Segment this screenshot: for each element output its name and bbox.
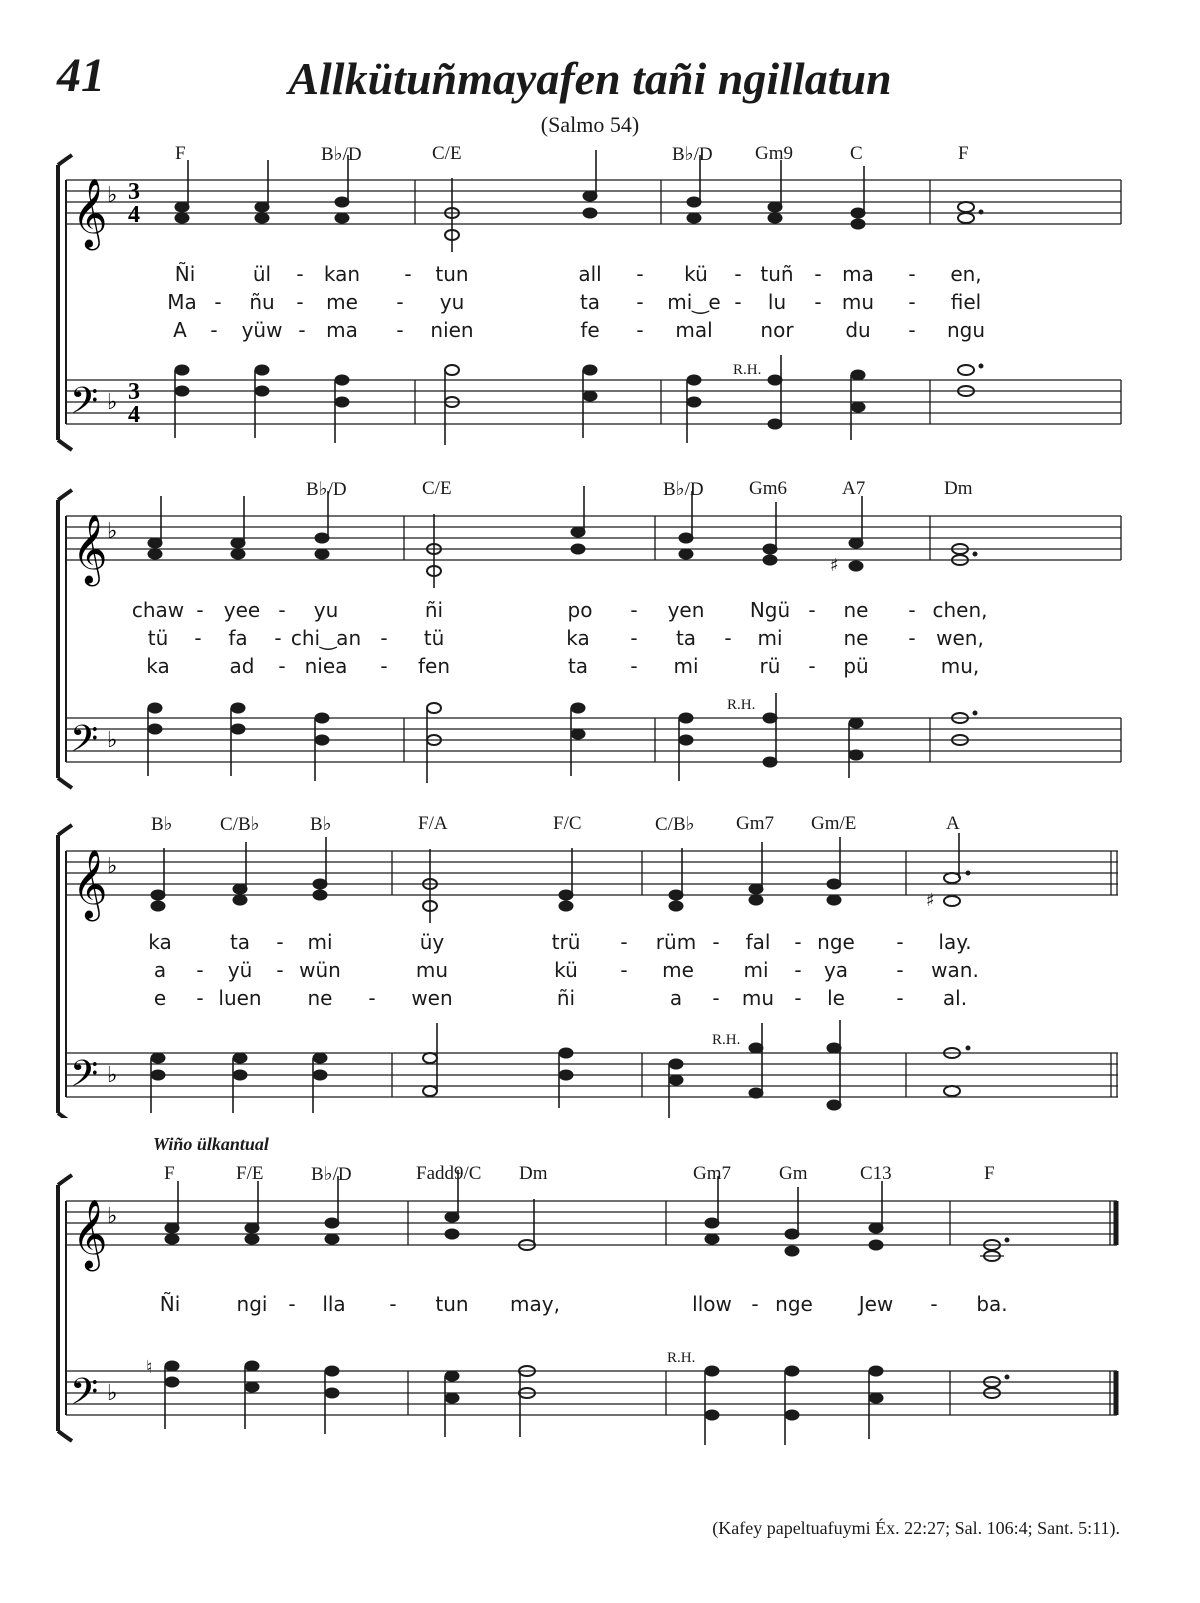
lyric-syllable: tun — [435, 262, 469, 286]
lyric-syllable: Ñi — [174, 262, 196, 286]
svg-text:4: 4 — [128, 402, 140, 428]
chord-symbol: B♭/D — [672, 144, 713, 165]
lyric-syllable: e — [153, 986, 167, 1010]
lyric-syllable: - — [196, 986, 204, 1010]
lyric-syllable: - — [751, 1292, 759, 1316]
lyric-syllable: - — [896, 930, 904, 954]
grand-staff-3 — [0, 808, 1200, 1118]
lyric-syllable: - — [636, 290, 644, 314]
time-sig-top: 3 — [128, 179, 140, 205]
lyric-syllable: - — [896, 986, 904, 1010]
lyric-syllable: may, — [510, 1292, 560, 1316]
lyric-syllable: Ñi — [159, 1292, 181, 1316]
hymn-number: 41 — [57, 49, 105, 102]
lyric-syllable: chaw — [131, 598, 185, 622]
lyric-syllable: - — [210, 318, 218, 342]
lyric-syllable: ne — [307, 986, 333, 1010]
chord-symbol: Gm — [779, 1163, 808, 1184]
lyric-syllable: - — [196, 958, 204, 982]
lyric-syllable: al. — [942, 986, 968, 1010]
lyric-syllable: all — [578, 262, 602, 286]
lyric-syllable: le — [827, 986, 845, 1010]
lyric-syllable: - — [278, 598, 286, 622]
svg-text:𝄢: 𝄢 — [70, 380, 99, 431]
lyric-syllable: - — [276, 930, 284, 954]
svg-text:𝄞: 𝄞 — [72, 1199, 108, 1269]
chord-symbol: B♭ — [310, 814, 332, 835]
chord-symbol: Gm/E — [811, 813, 857, 834]
lyric-syllable: - — [620, 958, 628, 982]
lyric-syllable: - — [630, 626, 638, 650]
chord-symbol: Gm6 — [749, 478, 787, 499]
lyric-syllable: mi — [307, 930, 333, 954]
chord-symbol: B♭/D — [306, 479, 347, 500]
lyric-syllable: - — [380, 654, 388, 678]
lyric-syllable: - — [214, 290, 222, 314]
lyric-syllable: ñi — [424, 598, 444, 622]
lyric-syllable: ta — [229, 930, 251, 954]
lyric-syllable: kü — [554, 958, 578, 982]
lyric-syllable: a — [153, 958, 167, 982]
chord-symbol: F — [958, 143, 969, 164]
lyric-syllable: tun — [435, 1292, 469, 1316]
svg-text:♭: ♭ — [107, 1381, 118, 1406]
lyric-syllable: fal — [745, 930, 771, 954]
right-hand-marking: R.H. — [667, 1350, 696, 1366]
lyric-syllable: rüm — [655, 930, 697, 954]
lyric-syllable: me — [662, 958, 694, 982]
lyric-syllable: Ma — [167, 290, 197, 314]
lyric-syllable: nge — [775, 1292, 813, 1316]
chord-symbol: F/E — [236, 1163, 264, 1184]
lyric-syllable: chi‿an — [290, 626, 362, 650]
lyric-syllable: kü — [684, 262, 708, 286]
svg-text:𝄢: 𝄢 — [70, 718, 99, 769]
svg-text:♯: ♯ — [926, 890, 935, 911]
svg-text:♭: ♭ — [107, 183, 118, 208]
lyric-syllable: - — [620, 930, 628, 954]
lyric-syllable: yu — [313, 598, 339, 622]
lyric-syllable: ñu — [249, 290, 275, 314]
chord-symbol: B♭/D — [663, 479, 704, 500]
lyric-syllable: niea — [304, 654, 348, 678]
lyric-syllable: - — [908, 626, 916, 650]
lyric-syllable: yüw — [241, 318, 283, 342]
chord-symbol: F — [984, 1163, 995, 1184]
lyric-syllable: nien — [430, 318, 474, 342]
svg-text:♯: ♯ — [830, 555, 839, 576]
svg-text:𝄢: 𝄢 — [70, 1371, 99, 1422]
lyric-syllable: lay. — [938, 930, 972, 954]
lyric-syllable: nge — [817, 930, 855, 954]
chord-symbol: B♭/D — [311, 1164, 352, 1185]
lyric-syllable: tuñ — [760, 262, 794, 286]
lyric-syllable: - — [296, 262, 304, 286]
lyric-syllable: mal — [675, 318, 713, 342]
lyric-syllable: a — [669, 986, 683, 1010]
chord-symbol: Dm — [519, 1163, 548, 1184]
lyric-syllable: llow — [692, 1292, 732, 1316]
svg-text:𝄞: 𝄞 — [72, 514, 108, 584]
lyric-syllable: ka — [146, 654, 170, 678]
lyric-syllable: trü — [551, 930, 581, 954]
lyric-syllable: mi — [673, 654, 699, 678]
lyric-syllable: Jew — [858, 1292, 894, 1316]
lyric-syllable: tü — [147, 626, 169, 650]
right-hand-marking: R.H. — [733, 362, 762, 378]
lyric-syllable: - — [814, 262, 822, 286]
lyric-syllable: tü — [423, 626, 445, 650]
svg-text:3: 3 — [128, 379, 140, 405]
lyric-syllable: - — [814, 290, 822, 314]
chord-symbol: C/E — [422, 478, 452, 499]
lyric-syllable: - — [194, 626, 202, 650]
lyric-syllable: wan. — [931, 958, 979, 982]
chord-symbol: Fadd9/C — [416, 1163, 482, 1184]
lyric-syllable: kan — [323, 262, 361, 286]
lyric-syllable: rü — [759, 654, 781, 678]
svg-text:♭: ♭ — [107, 728, 118, 753]
lyric-syllable: A — [173, 318, 187, 342]
lyric-syllable: - — [630, 598, 638, 622]
lyric-syllable: - — [734, 290, 742, 314]
lyric-syllable: ad — [229, 654, 255, 678]
lyric-syllable: yu — [439, 290, 465, 314]
lyric-syllable: - — [808, 598, 816, 622]
chord-symbol: A — [946, 813, 960, 834]
chord-symbol: Dm — [944, 478, 973, 499]
chord-symbol: F — [175, 143, 186, 164]
lyric-syllable: ta — [567, 654, 589, 678]
lyric-syllable: - — [794, 958, 802, 982]
lyric-syllable: yü — [227, 958, 253, 982]
lyric-syllable: - — [636, 318, 644, 342]
chord-symbol: Gm7 — [693, 1163, 731, 1184]
tempo-marking: Wiño ülkantual — [153, 1134, 269, 1154]
lyric-syllable: me — [326, 290, 358, 314]
lyric-syllable: Ngü — [749, 598, 791, 622]
lyric-syllable: fe — [580, 318, 600, 342]
chord-symbol: Gm7 — [736, 813, 774, 834]
lyric-syllable: - — [794, 930, 802, 954]
lyric-syllable: po — [567, 598, 593, 622]
right-hand-marking: R.H. — [712, 1032, 741, 1048]
lyric-syllable: - — [724, 626, 732, 650]
lyric-syllable: ta — [675, 626, 697, 650]
lyric-syllable: ka — [148, 930, 172, 954]
chord-symbol: C/B♭ — [655, 814, 695, 835]
lyric-syllable: - — [296, 290, 304, 314]
lyric-syllable: lu — [767, 290, 787, 314]
svg-text:♭: ♭ — [107, 1063, 118, 1088]
lyric-syllable: - — [908, 598, 916, 622]
lyric-syllable: - — [896, 958, 904, 982]
lyric-syllable: - — [298, 318, 306, 342]
lyric-syllable: ba. — [976, 1292, 1008, 1316]
lyric-syllable: fa — [228, 626, 248, 650]
lyric-syllable: - — [908, 290, 916, 314]
chord-symbol: F/A — [418, 813, 448, 834]
lyric-syllable: - — [396, 290, 404, 314]
lyric-syllable: - — [930, 1292, 938, 1316]
svg-text:𝄞: 𝄞 — [72, 849, 108, 919]
lyric-syllable: - — [636, 262, 644, 286]
lyric-syllable: - — [808, 654, 816, 678]
lyric-syllable: mu — [741, 986, 775, 1010]
lyric-syllable: - — [794, 986, 802, 1010]
lyric-syllable: mi‿e — [667, 290, 721, 314]
svg-text:♮: ♮ — [146, 1357, 153, 1378]
lyric-syllable: - — [908, 262, 916, 286]
lyric-syllable: yee — [223, 598, 261, 622]
lyric-syllable: - — [404, 262, 412, 286]
chord-symbol: B♭ — [151, 814, 173, 835]
lyric-syllable: ta — [579, 290, 601, 314]
chord-symbol: C/B♭ — [220, 814, 260, 835]
lyric-syllable: nor — [760, 318, 794, 342]
lyric-syllable: - — [712, 986, 720, 1010]
lyric-syllable: ka — [566, 626, 590, 650]
lyric-syllable: wen — [411, 986, 453, 1010]
lyric-syllable: - — [908, 318, 916, 342]
svg-text:𝄢: 𝄢 — [70, 1053, 99, 1104]
chord-symbol: F — [164, 1163, 175, 1184]
lyric-syllable: - — [196, 598, 204, 622]
lyric-syllable: ngi — [236, 1292, 268, 1316]
lyric-syllable: - — [712, 930, 720, 954]
lyric-syllable: - — [288, 1292, 296, 1316]
lyric-syllable: ngu — [946, 318, 986, 342]
chord-symbol: C13 — [860, 1163, 892, 1184]
lyric-syllable: mu — [841, 290, 875, 314]
lyric-syllable: en, — [950, 262, 982, 286]
lyric-syllable: - — [630, 654, 638, 678]
lyric-syllable: luen — [218, 986, 262, 1010]
lyric-syllable: ya — [823, 958, 849, 982]
svg-text:𝄞: 𝄞 — [72, 178, 108, 248]
svg-text:♭: ♭ — [107, 390, 118, 415]
lyric-syllable: lla — [322, 1292, 346, 1316]
footnote: (Kafey papeltuafuymi Éx. 22:27; Sal. 106:4; Sant. 5:11). — [712, 1518, 1120, 1538]
chord-symbol: C/E — [432, 143, 462, 164]
svg-text:♭: ♭ — [107, 854, 118, 879]
lyric-syllable: ñi — [556, 986, 576, 1010]
grand-staff-2 — [0, 470, 1200, 790]
hymn-subtitle: (Salmo 54) — [540, 112, 640, 137]
lyric-syllable: wen, — [936, 626, 984, 650]
lyric-syllable: du — [845, 318, 871, 342]
lyric-syllable: - — [274, 626, 282, 650]
lyric-syllable: üy — [419, 930, 445, 954]
hymn-title: Allkütuñmayafen tañi ngillatun — [288, 53, 892, 104]
chord-symbol: C — [850, 143, 863, 164]
lyric-syllable: - — [276, 958, 284, 982]
svg-text:♭: ♭ — [107, 1204, 118, 1229]
lyric-syllable: mu — [415, 958, 449, 982]
lyric-syllable: - — [368, 986, 376, 1010]
lyric-syllable: yen — [667, 598, 705, 622]
lyric-syllable: - — [380, 626, 388, 650]
lyric-syllable: mi — [743, 958, 769, 982]
lyric-syllable: wün — [299, 958, 341, 982]
time-sig-bottom: 4 — [128, 202, 140, 228]
lyric-syllable: - — [278, 654, 286, 678]
lyric-syllable: ne — [843, 626, 869, 650]
grand-staff-1 — [0, 0, 1200, 460]
chord-symbol: F/C — [553, 813, 582, 834]
lyric-syllable: ma — [326, 318, 358, 342]
chord-symbol: A7 — [842, 478, 866, 499]
lyric-syllable: mu, — [940, 654, 980, 678]
chord-symbol: Gm9 — [755, 143, 793, 164]
lyric-syllable: mi — [757, 626, 783, 650]
lyric-syllable: chen, — [932, 598, 988, 622]
lyric-syllable: fiel — [950, 290, 982, 314]
lyric-syllable: ma — [842, 262, 874, 286]
chord-symbol: B♭/D — [321, 144, 362, 165]
lyric-syllable: - — [396, 318, 404, 342]
svg-text:♭: ♭ — [107, 519, 118, 544]
lyric-syllable: - — [389, 1292, 397, 1316]
lyric-syllable: ne — [843, 598, 869, 622]
lyric-syllable: - — [734, 262, 742, 286]
lyric-syllable: pü — [843, 654, 869, 678]
right-hand-marking: R.H. — [727, 697, 756, 713]
lyric-syllable: ül — [252, 262, 272, 286]
lyric-syllable: fen — [417, 654, 451, 678]
